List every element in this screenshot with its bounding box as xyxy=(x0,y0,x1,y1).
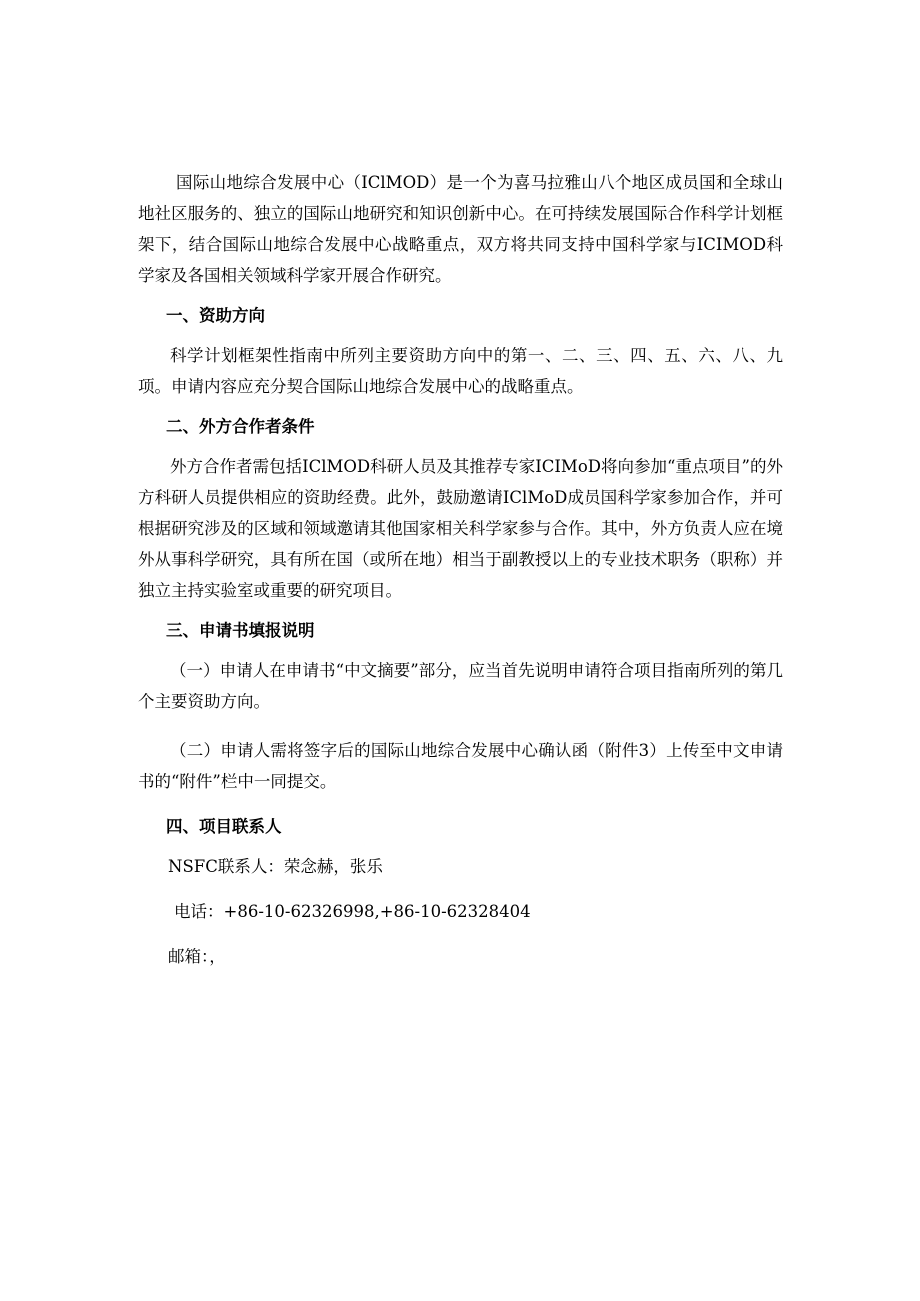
instruction-paragraph-1: （一）申请人在申请书“中文摘要”部分，应当首先说明申请符合项目指南所列的第几个主要资助方向。 xyxy=(138,661,783,711)
document-body xyxy=(138,167,783,972)
section-heading-funding-direction: 一、资助方向 xyxy=(166,306,265,325)
section-heading-application-instructions: 三、申请书填报说明 xyxy=(166,621,315,640)
intro-paragraph: 国际山地综合发展中心（IClMOD）是一个为喜马拉雅山八个地区成员国和全球山地社区服务的、独立的国际山地研究和知识创新中心。在可持续发展国际合作科学计划框架下，结合国际山地综合发展中心战略重点，双方将共同支持中国科学家与ICIMOD科学家及各国相关领域科学家开展合作研究。 xyxy=(138,173,783,285)
foreign-partner-paragraph: 外方合作者需包括IClMOD科研人员及其推荐专家ICIMoD将向参加“重点项目”的外方科研人员提供相应的资助经费。此外，鼓励邀请IClMoD成员国科学家参加合作，并可根据研究涉及的区域和领域邀请其他国家相关科学家参与合作。其中，外方负责人应在境外从事科学研究，具有所在国（或所在地）相当于副教授以上的专业技术职务（职称）并独立主持实验室或重要的研究项目。 xyxy=(138,457,783,600)
instruction-paragraph-2: （二）申请人需将签字后的国际山地综合发展中心确认函（附件3）上传至中文申请书的“附件”栏中一同提交。 xyxy=(138,741,783,791)
contact-phone: 电话：+86-10-62326998,+86-10-62328404 xyxy=(174,902,531,921)
contact-people: NSFC联系人：荣念赫，张乐 xyxy=(168,857,383,876)
contact-email: 邮箱：， xyxy=(168,947,226,966)
section-heading-contact: 四、项目联系人 xyxy=(166,817,282,836)
funding-direction-paragraph: 科学计划框架性指南中所列主要资助方向中的第一、二、三、四、五、六、八、九项。申请内容应充分契合国际山地综合发展中心的战略重点。 xyxy=(138,346,783,396)
section-heading-foreign-partner: 二、外方合作者条件 xyxy=(166,417,315,436)
